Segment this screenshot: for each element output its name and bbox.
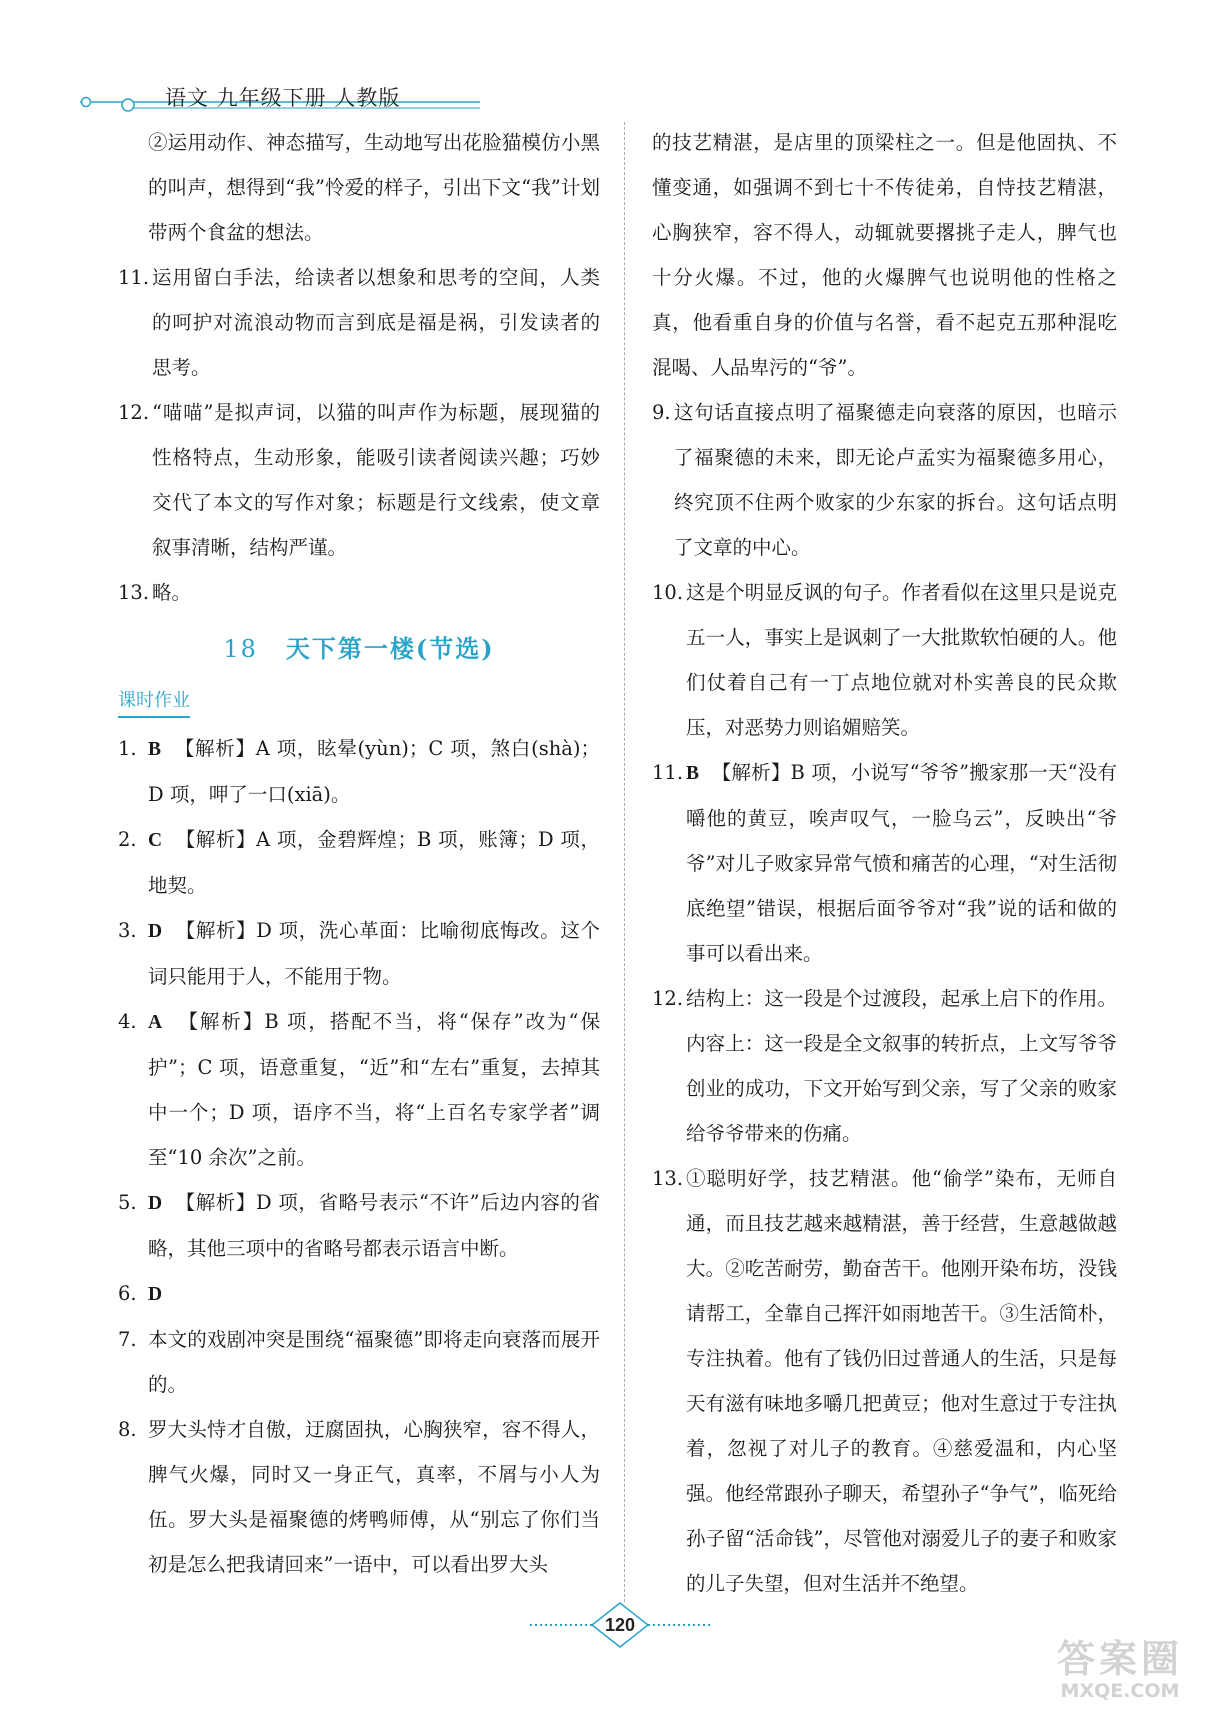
list-item <box>652 976 1117 1156</box>
list-item <box>652 570 1117 750</box>
watermark <box>1020 1638 1220 1708</box>
item-text: 这是个明显反讽的句子。作者看似在这里只是说克五一人，事实上是讽刺了一大批欺软怕硬的人。他们仗着自己有一丁点地位就对朴实善良的民众欺压，对恶势力则谄媚赔笑。 <box>686 581 1117 739</box>
item-number: 13. <box>652 1167 684 1190</box>
list-item <box>652 120 1117 390</box>
list-item <box>118 390 600 570</box>
watermark-site: MXQE.COM <box>1060 1680 1180 1702</box>
item-text: 这句话直接点明了福聚德走向衰落的原因，也暗示了福聚德的未来，即无论卢孟实为福聚德多用心，终究顶不住两个败家的少东家的拆台。这句话点明了文章的中心。 <box>674 401 1117 559</box>
list-item <box>118 817 600 908</box>
answer-letter: B <box>686 763 700 784</box>
item-text: 【解析】A 项，眩晕(yùn)；C 项，煞白(shà)；D 项，呷了一口(xiā)。 <box>148 737 600 806</box>
item-text: “喵喵”是拟声词，以猫的叫声作为标题，展现猫的性格特点，生动形象，能吸引读者阅读兴趣；巧妙交代了本文的写作对象；标题是行文线索，使文章叙事清晰，结构严谨。 <box>152 401 600 559</box>
section-title <box>118 625 600 673</box>
item-text: 罗大头恃才自傲，迂腐固执，心胸狭窄，容不得人，脾气火爆，同时又一身正气，真率，不屑与小人为伍。罗大头是福聚德的烤鸭师傅，从“别忘了你们当初是怎么把我请回来”一语中，可以看出罗大头 <box>148 1418 600 1576</box>
answer-letter: B <box>148 739 162 760</box>
item-text: ②运用动作、神态描写，生动地写出花脸猫模仿小黑的叫声，想得到“我”怜爱的样子，引出下文“我”计划带两个食盆的想法。 <box>148 131 600 244</box>
answer-letter: A <box>148 1012 163 1033</box>
answer-letter: D <box>148 1284 163 1305</box>
watermark-logo: 答案圈 <box>1056 1637 1183 1681</box>
item-text: 本文的戏剧冲突是围绕“福聚德”即将走向衰落而展开的。 <box>148 1328 600 1396</box>
item-number: 12. <box>118 401 150 424</box>
column-divider <box>624 122 625 1602</box>
item-text: 【解析】D 项，省略号表示“不许”后边内容的省略，其他三项中的省略号都表示语言中断。 <box>148 1191 600 1260</box>
item-number: 10. <box>652 581 684 604</box>
list-item <box>652 390 1117 570</box>
item-text: 【解析】B 项，小说写“爷爷”搬家那一天“没有嚼他的黄豆，唉声叹气，一脸乌云”，反映出“爷爷”对儿子败家异常气愤和痛苦的心理，“对生活彻底绝望”错误，根据后面爷爷对“我”说的话和做的事可以看出来。 <box>686 761 1117 965</box>
right-column <box>652 120 1117 1606</box>
item-number: 8. <box>118 1418 137 1441</box>
list-item <box>118 120 600 255</box>
item-number: 7. <box>118 1328 137 1351</box>
list-item <box>118 1407 600 1587</box>
section-name: 天下第一楼(节选) <box>285 634 495 663</box>
list-item <box>652 750 1117 976</box>
section-number: 18 <box>223 635 258 663</box>
item-text: 结构上：这一段是个过渡段，起承上启下的作用。内容上：这一段是全文叙事的转折点，上文写爷爷创业的成功，下文开始写到父亲，写了父亲的败家给爷爷带来的伤痛。 <box>686 987 1117 1145</box>
list-item <box>652 1156 1117 1606</box>
list-item <box>118 999 600 1180</box>
item-number: 13. <box>118 581 150 604</box>
page-footer <box>530 1600 710 1650</box>
list-item <box>118 570 600 615</box>
list-item <box>118 1271 600 1317</box>
item-number: 1. <box>118 737 137 760</box>
item-text: 的技艺精湛，是店里的顶梁柱之一。但是他固执、不懂变通，如强调不到七十不传徒弟，自恃技艺精湛，心胸狭窄，容不得人，动辄就要撂挑子走人，脾气也十分火爆。不过，他的火爆脾气也说明他的性格之真，他看重自身的价值与名誉，看不起克五那种混吃混喝、人品卑污的“爷”。 <box>652 131 1117 379</box>
list-item <box>118 1180 600 1271</box>
list-item <box>118 255 600 390</box>
list-item <box>118 908 600 999</box>
item-number: 12. <box>652 987 684 1010</box>
list-item <box>118 726 600 817</box>
item-text: 运用留白手法，给读者以想象和思考的空间，人类的呵护对流浪动物而言到底是福是祸，引发读者的思考。 <box>152 266 600 379</box>
item-text: 略。 <box>152 581 192 604</box>
answer-letter: D <box>148 1193 163 1214</box>
left-pre-items <box>118 120 600 615</box>
item-text: 【解析】B 项，搭配不当，将“保存”改为“保护”；C 项，语意重复，“近”和“左右”重复，去掉其中一个；D 项，语序不当，将“上百名专家学者”调至“10 余次”之前。 <box>148 1010 600 1169</box>
header-title: 语文 九年级下册 人教版 <box>165 86 401 110</box>
item-number: 3. <box>118 919 137 942</box>
item-number: 11. <box>118 266 150 289</box>
item-text: 【解析】D 项，洗心革面：比喻彻底悔改。这个词只能用于人，不能用于物。 <box>148 919 600 988</box>
item-number: 5. <box>118 1191 137 1214</box>
list-item <box>118 1317 600 1407</box>
answer-letter: C <box>148 830 163 851</box>
left-column <box>118 120 600 1587</box>
item-number: 4. <box>118 1010 137 1033</box>
answer-letter: D <box>148 921 163 942</box>
item-text: ①聪明好学，技艺精湛。他“偷学”染布，无师自通，而且技艺越来越精湛，善于经营，生意越做越大。②吃苦耐劳，勤奋苦干。他刚开染布坊，没钱请帮工，全靠自己挥汗如雨地苦干。③生活简朴，专注执着。他有了钱仍旧过普通人的生活，只是每天有滋有味地多嚼几把黄豆；他对生意过于专注执着，忽视了对儿子的教育。④慈爱温和，内心坚强。他经常跟孙子聊天，希望孙子“争气”，临死给孙子留“活命钱”，尽管他对溺爱儿子的妻子和败家的儿子失望，但对生活并不绝望。 <box>686 1167 1117 1595</box>
item-number: 2. <box>118 828 137 851</box>
item-text: 【解析】A 项，金碧辉煌；B 项，账簿；D 项，地契。 <box>148 828 600 897</box>
item-number: 9. <box>652 401 671 424</box>
page-number: 120 <box>604 1615 636 1635</box>
item-number: 11. <box>652 761 684 784</box>
subhead: 课时作业 <box>118 686 190 718</box>
item-number: 6. <box>118 1282 137 1305</box>
